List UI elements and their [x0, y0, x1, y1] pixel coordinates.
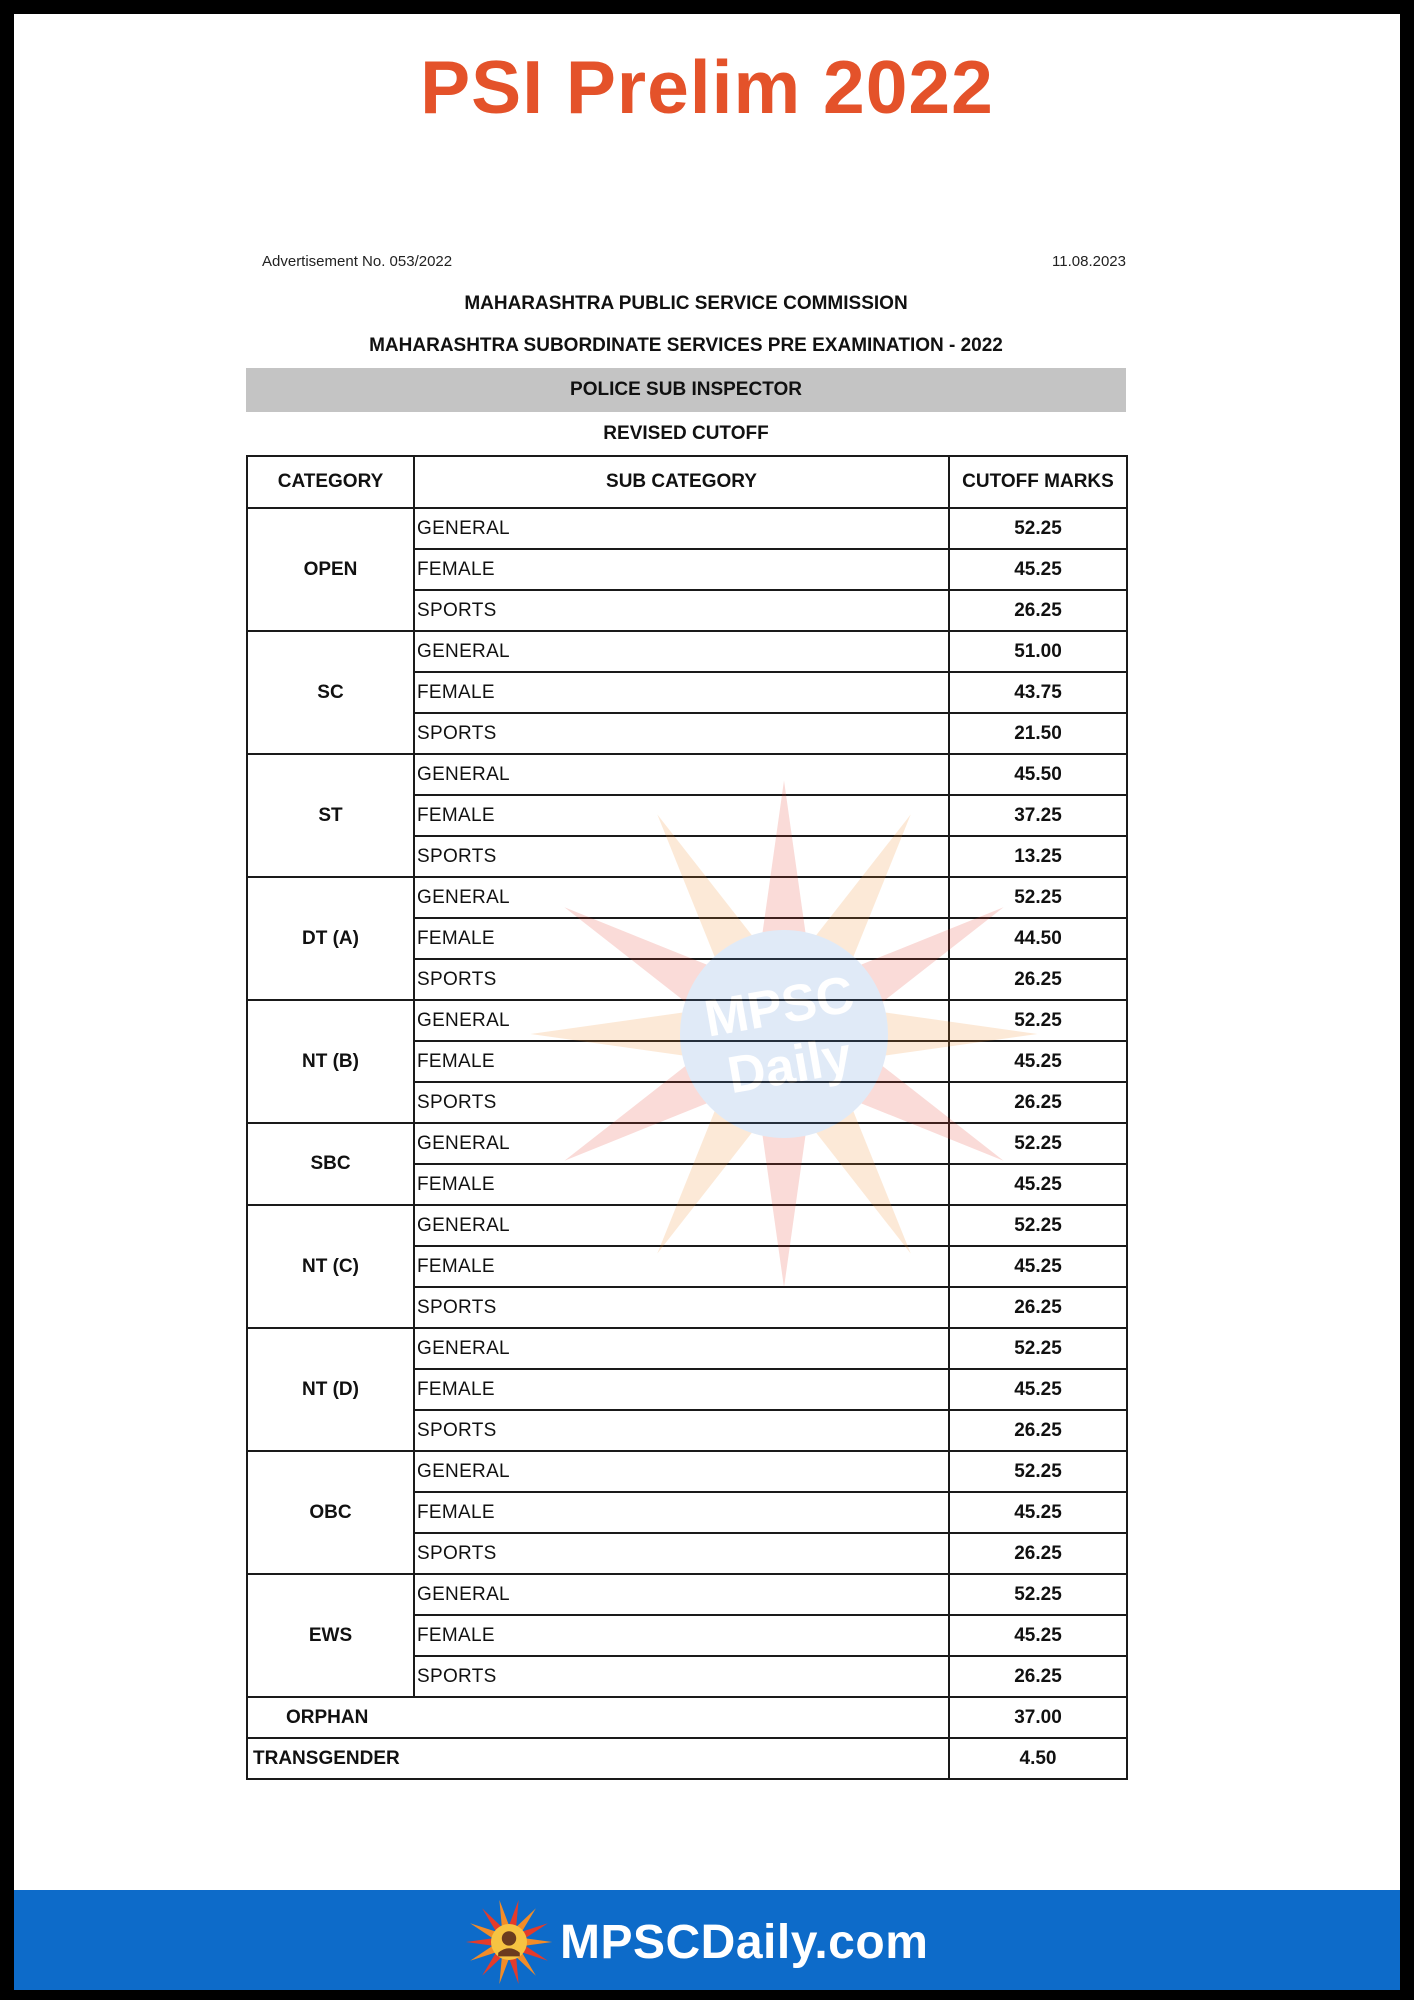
cutoff-marks-cell: 13.25	[949, 836, 1127, 877]
category-cell: ST	[247, 754, 414, 877]
table-row	[247, 1574, 1127, 1615]
cutoff-marks-cell: 45.25	[949, 1492, 1127, 1533]
sub-category-cell: SPORTS	[414, 713, 949, 754]
sub-category-cell: FEMALE	[414, 672, 949, 713]
sub-category-cell: GENERAL	[414, 1205, 949, 1246]
post-banner: POLICE SUB INSPECTOR	[246, 368, 1126, 412]
notice-document	[246, 249, 1126, 1780]
cutoff-table	[246, 455, 1128, 1780]
logo-ray	[466, 1938, 495, 1946]
sub-category-cell: FEMALE	[414, 795, 949, 836]
sub-category-cell: GENERAL	[414, 1123, 949, 1164]
watermark-text-mpsc: MPSC	[700, 965, 859, 1049]
sub-category-cell: FEMALE	[414, 1615, 949, 1656]
cutoff-marks-cell: 52.25	[949, 1328, 1127, 1369]
category-cell: EWS	[247, 1574, 414, 1697]
cutoff-marks-cell: 45.25	[949, 1164, 1127, 1205]
sub-category-cell: SPORTS	[414, 1533, 949, 1574]
sub-category-cell: GENERAL	[414, 1000, 949, 1041]
cutoff-marks-cell: 43.75	[949, 672, 1127, 713]
table-row	[247, 1451, 1127, 1492]
sub-category-cell: SPORTS	[414, 1287, 949, 1328]
table-row	[247, 1328, 1127, 1369]
single-category-cell: ORPHAN	[247, 1697, 949, 1738]
cutoff-marks-cell: 26.25	[949, 1082, 1127, 1123]
table-body	[247, 508, 1127, 1779]
sub-category-cell: SPORTS	[414, 959, 949, 1000]
sub-category-cell: GENERAL	[414, 1574, 949, 1615]
cutoff-marks-cell: 45.25	[949, 1369, 1127, 1410]
advertisement-number: Advertisement No. 053/2022	[262, 253, 453, 270]
sub-category-cell: GENERAL	[414, 508, 949, 549]
cutoff-marks-cell: 51.00	[949, 631, 1127, 672]
sub-category-cell: FEMALE	[414, 1246, 949, 1287]
sub-category-cell: FEMALE	[414, 1041, 949, 1082]
sub-category-cell: SPORTS	[414, 590, 949, 631]
col-header-sub-category: SUB CATEGORY	[414, 456, 949, 508]
cutoff-marks-cell: 45.25	[949, 549, 1127, 590]
category-cell: NT (B)	[247, 1000, 414, 1123]
sub-category-cell: GENERAL	[414, 877, 949, 918]
cutoff-marks-cell: 4.50	[949, 1738, 1127, 1779]
cutoff-marks-cell: 26.25	[949, 1410, 1127, 1451]
sub-category-cell: SPORTS	[414, 1082, 949, 1123]
cutoff-marks-cell: 26.25	[949, 1533, 1127, 1574]
notice-meta	[246, 249, 1126, 275]
table-row	[247, 877, 1127, 918]
table-header-row	[247, 456, 1127, 508]
cutoff-marks-cell: 52.25	[949, 508, 1127, 549]
category-cell: SBC	[247, 1123, 414, 1205]
category-cell: NT (D)	[247, 1328, 414, 1451]
footer-bar	[14, 1890, 1400, 1990]
cutoff-marks-cell: 37.25	[949, 795, 1127, 836]
cutoff-marks-cell: 21.50	[949, 713, 1127, 754]
footer-brand-text: MPSCDaily.com	[560, 1915, 929, 1969]
sub-category-cell: GENERAL	[414, 754, 949, 795]
sub-category-cell: SPORTS	[414, 1656, 949, 1697]
cutoff-marks-cell: 44.50	[949, 918, 1127, 959]
sub-category-cell: FEMALE	[414, 1369, 949, 1410]
page	[14, 14, 1400, 1990]
single-category-cell: TRANSGENDER	[247, 1738, 949, 1779]
table-row	[247, 1738, 1127, 1779]
category-cell: DT (A)	[247, 877, 414, 1000]
cutoff-marks-cell: 45.50	[949, 754, 1127, 795]
sub-category-cell: FEMALE	[414, 1164, 949, 1205]
watermark-text-daily: Daily	[723, 1026, 856, 1106]
category-cell: OPEN	[247, 508, 414, 631]
footer-brand-link[interactable]	[464, 1894, 928, 1990]
table-row	[247, 1205, 1127, 1246]
cutoff-marks-cell: 45.25	[949, 1615, 1127, 1656]
logo-ray	[523, 1938, 552, 1946]
table-row	[247, 508, 1127, 549]
cutoff-marks-cell: 37.00	[949, 1697, 1127, 1738]
sub-category-cell: GENERAL	[414, 1328, 949, 1369]
cutoff-marks-cell: 52.25	[949, 877, 1127, 918]
col-header-category: CATEGORY	[247, 456, 414, 508]
cutoff-marks-cell: 52.25	[949, 1451, 1127, 1492]
page-title: PSI Prelim 2022	[420, 45, 994, 129]
org-heading: MAHARASHTRA PUBLIC SERVICE COMMISSION	[464, 293, 908, 314]
cutoff-marks-cell: 26.25	[949, 959, 1127, 1000]
sub-category-cell: SPORTS	[414, 1410, 949, 1451]
cutoff-subtitle: REVISED CUTOFF	[603, 423, 769, 444]
cutoff-marks-cell: 52.25	[949, 1574, 1127, 1615]
sub-category-cell: SPORTS	[414, 836, 949, 877]
table-row	[247, 754, 1127, 795]
exam-heading: MAHARASHTRA SUBORDINATE SERVICES PRE EXAMINATION - 2022	[369, 335, 1003, 356]
category-cell: SC	[247, 631, 414, 754]
sub-category-cell: FEMALE	[414, 1492, 949, 1533]
col-header-cutoff-marks: CUTOFF MARKS	[949, 456, 1127, 508]
sub-category-cell: FEMALE	[414, 918, 949, 959]
sub-category-cell: FEMALE	[414, 549, 949, 590]
sub-category-cell: GENERAL	[414, 1451, 949, 1492]
sub-category-cell: GENERAL	[414, 631, 949, 672]
cutoff-marks-cell: 45.25	[949, 1041, 1127, 1082]
category-cell: NT (C)	[247, 1205, 414, 1328]
cutoff-marks-cell: 26.25	[949, 590, 1127, 631]
cutoff-marks-cell: 26.25	[949, 1656, 1127, 1697]
cutoff-marks-cell: 52.25	[949, 1205, 1127, 1246]
table-row	[247, 631, 1127, 672]
cutoff-marks-cell: 26.25	[949, 1287, 1127, 1328]
cutoff-marks-cell: 52.25	[949, 1123, 1127, 1164]
table-row	[247, 1123, 1127, 1164]
table-row	[247, 1000, 1127, 1041]
table-row	[247, 1697, 1127, 1738]
category-cell: OBC	[247, 1451, 414, 1574]
mpsc-daily-logo-icon	[464, 1897, 554, 1987]
notice-date: 11.08.2023	[1052, 253, 1126, 270]
cutoff-marks-cell: 45.25	[949, 1246, 1127, 1287]
cutoff-marks-cell: 52.25	[949, 1000, 1127, 1041]
